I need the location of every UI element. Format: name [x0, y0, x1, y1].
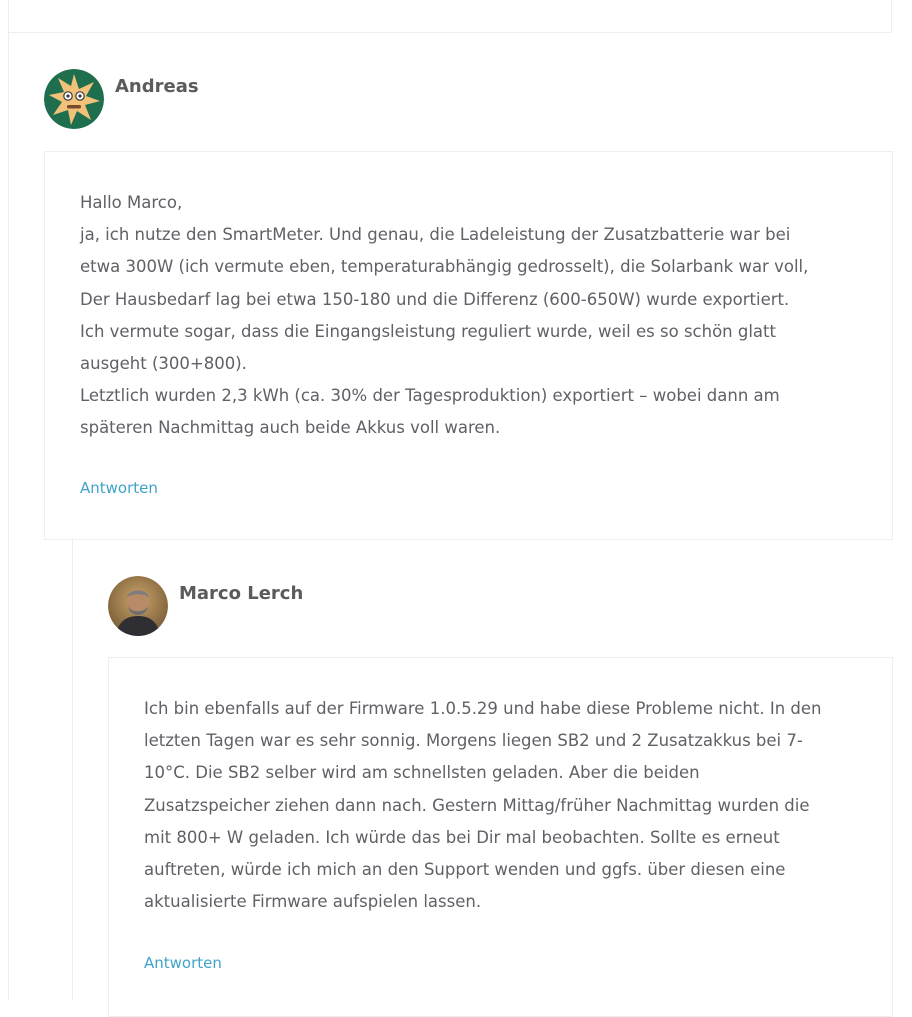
- comment-line: mit 800+ W geladen. Ich würde das bei Dir mal beobachten. Sollte es erneut: [144, 827, 780, 847]
- previous-comment-box: [8, 0, 892, 33]
- comment-line: Hallo Marco,: [80, 193, 183, 212]
- comment-author: Andreas: [115, 76, 199, 97]
- comment-line: aktualisierte Firmware aufspielen lassen.: [144, 892, 482, 912]
- comment-line: Letztlich wurden 2,3 kWh (ca. 30% der Tagesproduktion) exportiert – wobei dann am: [80, 386, 780, 406]
- comment-text: [144, 693, 821, 918]
- avatar: [44, 69, 104, 129]
- comment-line: Der Hausbedarf lag bei etwa 150-180 und die Differenz (600-650W) wurde exportiert.: [80, 289, 790, 309]
- thread-line: [8, 33, 9, 1000]
- comment-line: 10°C. Die SB2 selber wird am schnellsten geladen. Aber die beiden: [144, 763, 700, 783]
- user-photo-avatar: [108, 576, 168, 636]
- comment-text: [80, 187, 808, 445]
- nested-thread-line: [72, 540, 73, 1000]
- comment-line: ja, ich nutze den SmartMeter. Und genau, die Ladeleistung der Zusatzbatterie war bei: [80, 225, 791, 245]
- avatar: [108, 576, 168, 636]
- comment-line: letzten Tagen war es sehr sonnig. Morgens liegen SB2 und 2 Zusatzakkus bei 7-: [144, 731, 803, 751]
- comment-line: etwa 300W (ich vermute eben, temperaturabhängig gedrosselt), die Solarbank war voll,: [80, 257, 809, 277]
- reply-button[interactable]: Antworten: [80, 479, 158, 497]
- comment-line: auftreten, würde ich mich an den Support wenden und ggfs. über diesen eine: [144, 860, 786, 880]
- comment-line: Ich bin ebenfalls auf der Firmware 1.0.5.29 und habe diese Probleme nicht. In den: [144, 699, 822, 718]
- comment-line: Ich vermute sogar, dass die Eingangsleistung reguliert wurde, weil es so schön glatt: [80, 321, 776, 341]
- reply-button[interactable]: Antworten: [144, 954, 222, 972]
- comment-line: Zusatzspeicher ziehen dann nach. Gestern Mittag/früher Nachmittag wurden die: [144, 795, 810, 815]
- comment-line: ausgeht (300+800).: [80, 354, 247, 374]
- star-face-avatar-icon: [44, 69, 104, 129]
- comment-line: späteren Nachmittag auch beide Akkus voll waren.: [80, 418, 501, 438]
- comment-author: Marco Lerch: [179, 583, 304, 604]
